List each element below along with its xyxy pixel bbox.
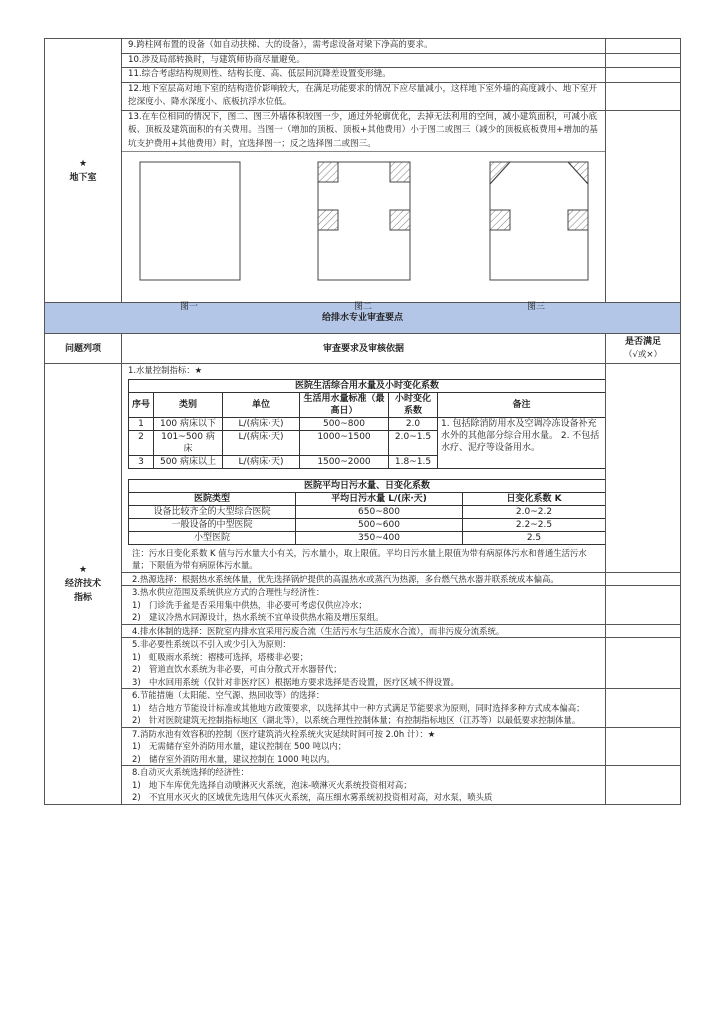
cell: L/(病床·天) bbox=[223, 417, 300, 430]
sewage-table bbox=[128, 479, 606, 545]
basement-item-11: 11.综合考虑结构规则性、结构长度、高、低层间沉降差设置变形缝。 bbox=[128, 69, 391, 79]
review-table bbox=[44, 38, 681, 805]
econ-item-7: 7.消防水池有效容积的控制（医疗建筑消火栓系统火灾延续时间可按 2.0h 计）：★ bbox=[132, 728, 436, 739]
sewage-table-title: 医院平均日污水量、日变化系数 bbox=[129, 479, 606, 492]
econ-item-6a: 1) 结合地方节能设计标准或其他地方政策要求，以选择其中一种方式满足节能要求为原则，同时选择多种方式成本偏高； bbox=[132, 702, 585, 713]
figure-2-cutout bbox=[390, 210, 410, 230]
figure-2-cutout bbox=[318, 162, 338, 182]
cell: 100 病床以下 bbox=[154, 417, 223, 430]
star-icon: ★ bbox=[78, 564, 88, 575]
water-col-remark: 备注 bbox=[438, 392, 606, 417]
water-remark: 1. 包括除消防用水及空调冷冻设备补充水外的其他部分综合用水量。 2. 不包括水疗、泥疗等设备用水。 bbox=[438, 417, 606, 468]
figure-3-cutout bbox=[490, 162, 510, 184]
figure-1-label: 图一 bbox=[180, 302, 199, 312]
cell: 1500~2000 bbox=[300, 455, 389, 468]
basement-label: 地下室 bbox=[69, 172, 97, 183]
cell: 2.0~1.5 bbox=[389, 430, 438, 455]
basement-outline-diagrams bbox=[122, 152, 604, 302]
header-issue: 问题列项 bbox=[45, 334, 122, 364]
econ-item-3a: 1) 门诊洗手盆是否采用集中供热，非必要可考虑仅供应冷水； bbox=[132, 599, 367, 610]
figure-2-cutout bbox=[390, 162, 410, 182]
water-col-factor: 小时变化系数 bbox=[389, 392, 438, 417]
star-icon: ★ bbox=[78, 158, 88, 169]
figure-2-label: 图二 bbox=[354, 302, 373, 312]
cell: 1.8~1.5 bbox=[389, 455, 438, 468]
basement-item-9: 9.跨柱网布置的设备（如自动扶梯、大的设备），需考虑设备对梁下净高的要求。 bbox=[128, 40, 433, 50]
cell: 350~400 bbox=[296, 531, 463, 544]
header-compliance bbox=[606, 334, 681, 364]
cell: 2.0 bbox=[389, 417, 438, 430]
cell: 650~800 bbox=[296, 505, 463, 518]
econ-item-3: 3.热水供应范围及系统供应方式的合理性与经济性： bbox=[132, 587, 325, 597]
sewage-col-factor: 日变化系数 K bbox=[463, 492, 606, 505]
water-col-no: 序号 bbox=[129, 392, 154, 417]
econ-item-6: 6.节能措施（太阳能、空气源、热回收等）的选择： bbox=[132, 690, 325, 700]
water-col-unit: 单位 bbox=[223, 392, 300, 417]
cell: 1000~1500 bbox=[300, 430, 389, 455]
sewage-col-volume: 平均日污水量 L/(床·天) bbox=[296, 492, 463, 505]
water-col-standard: 生活用水量标准（最高日） bbox=[300, 392, 389, 417]
cell: L/(病床·天) bbox=[223, 455, 300, 468]
econ-label-cell bbox=[45, 364, 122, 805]
econ-item-8a: 1) 地下车库优先选择自动喷淋灭火系统，泡沫-喷淋灭火系统投资相对高； bbox=[132, 779, 412, 790]
cell: 1 bbox=[129, 417, 154, 430]
basement-item-10: 10.涉及局部转换时，与建筑师协商尽量避免。 bbox=[128, 54, 305, 65]
table-row bbox=[129, 518, 606, 531]
figure-3-cutout bbox=[490, 210, 510, 230]
water-table-title: 医院生活综合用水量及小时变化系数 bbox=[129, 379, 606, 392]
sewage-col-type: 医院类型 bbox=[129, 492, 296, 505]
figure-1-outline bbox=[140, 162, 240, 280]
cell: L/(病床·天) bbox=[223, 430, 300, 455]
econ-label-line2: 指标 bbox=[73, 592, 92, 603]
basement-item-13: 13.在车位相同的情况下，图二、图三外墙体积较图一少，通过外轮廓优化，去掉无法利用的空间，减小建筑面积，可减小底板、顶板及建筑面积的有关费用。当图一（增加的顶板、顶板+其他费用）小于图二或图三（减少的顶板底板费用+增加的基坑支护费用+其他费用）时，宜选择图一；反之选择图二或图三。 bbox=[122, 111, 605, 153]
basement-item-12: 12.地下室层高对地下室的结构造价影响较大，在满足功能要求的情况下应尽量减小，这样地下室外墙的高度减小、地下室开挖深度小、降水深度小、底板抗浮水位低。 bbox=[128, 83, 598, 107]
header-compliance-sub: （√或×） bbox=[623, 349, 663, 360]
water-consumption-table bbox=[128, 379, 606, 469]
figure-3-cutout bbox=[568, 210, 588, 230]
cell: 2.5 bbox=[463, 531, 606, 544]
cell: 500~800 bbox=[300, 417, 389, 430]
cell: 3 bbox=[129, 455, 154, 468]
cell: 小型医院 bbox=[129, 531, 296, 544]
econ-item-3b: 2) 建议冷热水同源设计，热水系统不宜单设供热水箱及增压泵组。 bbox=[132, 612, 384, 622]
cell: 2.2~2.5 bbox=[463, 518, 606, 531]
econ-item-5: 5.非必要性系统以不引入或少引入为原则： bbox=[132, 639, 291, 649]
econ-item-1: 1.水量控制指标：★ bbox=[128, 365, 203, 375]
basement-label-cell bbox=[45, 39, 122, 303]
water-col-type: 类别 bbox=[154, 392, 223, 417]
econ-label-line1: 经济技术 bbox=[64, 578, 101, 589]
sewage-note: 注：污水日变化系数 K 值与污水量大小有关，污水量小，取上限值。平均日污水量上限值为带有病原体污水和普通生活污水量；下限值为带有病原体污水量。 bbox=[132, 547, 587, 570]
table-row bbox=[129, 531, 606, 544]
header-compliance-label: 是否满足 bbox=[624, 336, 661, 347]
basement-figures bbox=[122, 152, 605, 312]
figure-3-label: 图三 bbox=[527, 302, 546, 312]
header-requirement: 审查要求及审核依据 bbox=[122, 334, 606, 364]
review-document bbox=[44, 38, 681, 805]
econ-item-2: 2.热源选择：根据热水系统体量，优先选择锅炉提供的高温热水或蒸汽为热源，多台燃气热水器并联系统成本偏高。 bbox=[132, 573, 559, 584]
cell: 2 bbox=[129, 430, 154, 455]
cell: 2.0~2.2 bbox=[463, 505, 606, 518]
econ-item-7a: 1) 无需储存室外消防用水量，建议控制在 500 吨以内； bbox=[132, 741, 347, 751]
cell: 101~500 病床 bbox=[154, 430, 223, 455]
econ-item-6b: 2) 针对医院建筑无控制指标地区（湖北等），以系统合理性控制体量；有控制指标地区（江苏等）以最低要求控制体量。 bbox=[132, 715, 581, 725]
figure-2-cutout bbox=[318, 210, 338, 230]
econ-item-5b: 2) 管道直饮水系统为非必要，可由分散式开水器替代； bbox=[132, 664, 342, 674]
cell: 设备比较齐全的大型综合医院 bbox=[129, 505, 296, 518]
econ-item-4: 4.排水体制的选择：医院室内排水宜采用污废合流（生活污水与生活废水合流），而非污废分流系统。 bbox=[132, 625, 505, 636]
econ-item-5c: 3) 中水回用系统（仅针对非医疗区）根据地方要求选择是否设置，医疗区域不得设置。 bbox=[132, 676, 459, 687]
cell: 一般设备的中型医院 bbox=[129, 518, 296, 531]
econ-item-5a: 1) 虹吸雨水系统：褶楼可选择，塔楼非必要； bbox=[132, 651, 309, 662]
figure-3-cutout bbox=[568, 162, 588, 184]
cell: 500~600 bbox=[296, 518, 463, 531]
cell: 500 病床以上 bbox=[154, 455, 223, 468]
table-row bbox=[129, 505, 606, 518]
econ-item-8b: 2) 不宜用水灭火的区域优先选用气体灭火系统，高压细水雾系统初投资相对高，对水泵，喷头质 bbox=[132, 792, 493, 802]
econ-item-8: 8.自动灭火系统选择的经济性： bbox=[132, 767, 249, 777]
section-title: 给排水专业审查要点 bbox=[45, 303, 681, 334]
table-row bbox=[129, 417, 606, 430]
econ-item-7b: 2) 储存室外消防用水量，建议控制在 1000 吨以内。 bbox=[132, 753, 335, 764]
